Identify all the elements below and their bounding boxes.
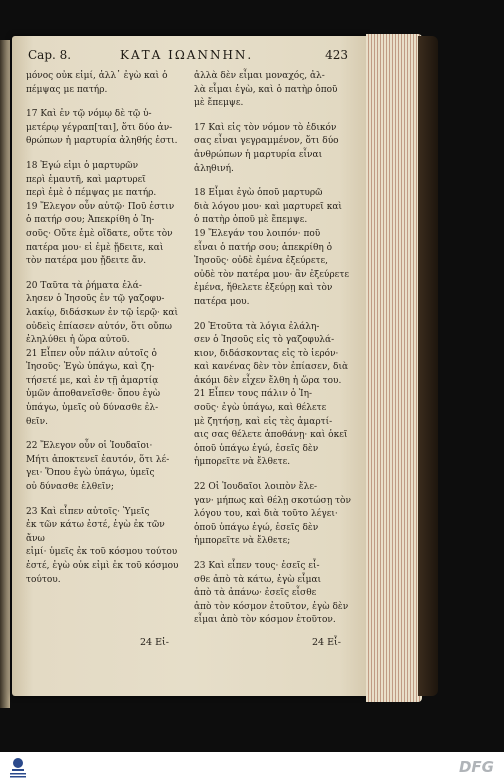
greek-text-line: πατέρα μου· εἰ ἐμὲ ᾔδειτε, καὶ — [26, 242, 164, 253]
greek-text-line: οὐ δύνασθε ἐλθεῖν; — [26, 482, 114, 493]
vernacular-text-line: ἀνθρώπων ἡ μαρτυρία εἶναι — [194, 149, 323, 160]
paragraph-gap — [194, 310, 354, 321]
vernacular-text-line: ἀλλὰ δὲν εἶμαι μοναχός, ἀλ- — [194, 71, 325, 81]
vernacular-text-line: λόγου του, καὶ διὰ τοῦτο λέγει· — [194, 509, 338, 520]
greek-text-line: λακίῳ, διδάσκων ἐν τῷ ἱερῷ· καὶ — [26, 307, 178, 318]
vernacular-text-line: ὁποῦ ὑπάγω ἐγώ, ἐσεῖς δὲν — [194, 522, 319, 533]
paragraph-gap — [194, 549, 354, 560]
vernacular-text-line: 19 Ἔλεγάν του λοιπόν· ποῦ — [194, 228, 321, 239]
paragraph-gap — [26, 97, 184, 108]
vernacular-text-line: διὰ λόγου μου· καὶ μαρτυρεῖ καὶ — [194, 201, 342, 212]
vernacular-text-line: αις σας θέλετε ἀποθάνῃ· καὶ ὁκεῖ — [194, 430, 348, 441]
vernacular-text-line: σοῦς· ἐγὼ ὑπάγω, καὶ θέλετε — [194, 403, 327, 414]
greek-text-line: Μήτι ἀποκτενεῖ ἑαυτόν, ὅτι λέ- — [26, 454, 170, 465]
vernacular-text-line: ἀληθινή. — [194, 163, 234, 174]
ancient-greek-column — [26, 70, 184, 587]
facing-page-edge — [0, 40, 10, 708]
greek-text-line: 21 Εἶπεν οὖν πάλιν αὐτοῖς ὁ — [26, 348, 157, 359]
greek-text-line: πέμψας με πατήρ. — [26, 84, 108, 95]
vernacular-text-line: 17 Καὶ εἰς τὸν νόμον τὸ ἐδικόν — [194, 122, 337, 133]
greek-text-line: τὸν πατέρα μου ᾔδειτε ἄν. — [26, 256, 147, 267]
page-block-edges — [366, 34, 422, 702]
paragraph-gap — [194, 111, 354, 122]
dfg-logo: DFG — [458, 758, 494, 776]
greek-text-line: Ἰησοῦς· Ἐγὼ ὑπάγω, καὶ ζη- — [26, 362, 155, 373]
greek-text-line: 17 Καὶ ἐν τῷ νόμῳ δὲ τῷ ὑ- — [26, 109, 152, 120]
catchword-left: 24 Εἰ- — [140, 637, 169, 648]
greek-text-line: μετέρῳ γέγραπ[ται], ὅτι δύο ἀν- — [26, 122, 173, 133]
greek-text-line: μόνος οὐκ εἰμί, ἀλλ᾽ ἐγὼ καὶ ὁ — [26, 71, 168, 81]
vernacular-text-line: εἶμαι ἀπὸ τὸν κόσμον ἐτοῦτον. — [194, 615, 336, 626]
vernacular-text-line: 21 Εἶπεν τους πάλιν ὁ Ἰη- — [194, 389, 313, 400]
greek-text-line: γει· Ὅπου ἐγὼ ὑπάγω, ὑμεῖς — [26, 468, 155, 479]
greek-text-line: τήσετέ με, καὶ ἐν τῇ ἁμαρτίᾳ — [26, 375, 159, 386]
greek-text-line: περὶ ἐμὲ ὁ πέμψας με πατήρ. — [26, 188, 157, 199]
greek-text-line: 18 Ἐγώ εἰμι ὁ μαρτυρῶν — [26, 160, 139, 171]
paragraph-gap — [26, 269, 184, 280]
vernacular-text-line: μὲ ζητήσῃ, καὶ εἰς τὲς ἁμαρτί- — [194, 416, 333, 427]
chapter-label: Cap. 8. — [28, 48, 72, 62]
vernacular-text-line: εἶναι ὁ πατήρ σου; ἀπεκρίθη ὁ — [194, 242, 333, 253]
vernacular-text-line: ὁ πατὴρ ὁποῦ μὲ ἔπεμψε. — [194, 215, 308, 226]
book-cover — [418, 36, 438, 696]
page-number: 423 — [325, 48, 348, 62]
paragraph-gap — [26, 429, 184, 440]
paragraph-gap — [26, 149, 184, 160]
vernacular-text-line: ὁποῦ ὑπάγω ἐγώ, ἐσεῖς δὲν — [194, 443, 319, 454]
greek-text-line: 19 Ἔλεγον οὖν αὐτῷ· Ποῦ ἐστιν — [26, 201, 175, 212]
greek-text-line: 22 Ἔλεγον οὖν οἱ Ἰουδαῖοι· — [26, 441, 153, 452]
vernacular-text-line: ἀκόμι δὲν εἶχεν ἔλθη ἡ ὥρα του. — [194, 375, 342, 386]
vernacular-text-line: κιον, διδάσκοντας εἰς τὸ ἱερόν· — [194, 348, 339, 359]
vernacular-text-line: σεν ὁ Ἰησοῦς εἰς τὸ γαζοφυλά- — [194, 335, 335, 346]
library-logo-icon — [5, 754, 31, 780]
greek-text-line: ἐληλύθει ἡ ὥρα αὐτοῦ. — [26, 335, 130, 346]
vernacular-text-line: γαν· μήπως καὶ θέλῃ σκοτώσῃ τὸν — [194, 495, 351, 506]
greek-text-line: ὑπάγω, ὑμεῖς οὐ δύνασθε ἐλ- — [26, 403, 159, 414]
catchword-right: 24 Εἶ- — [312, 637, 341, 648]
greek-text-line: 23 Καὶ εἶπεν αὐτοῖς· Ὑμεῖς — [26, 506, 150, 517]
vernacular-text-line: Ἰησοῦς· οὐδὲ ἐμένα ἐξεύρετε, — [194, 256, 329, 267]
greek-text-line: οὐδεὶς ἐπίασεν αὐτόν, ὅτι οὔπω — [26, 321, 172, 332]
greek-text-line: περὶ ἐμαυτῆ, καὶ μαρτυρεῖ — [26, 174, 146, 185]
vernacular-text-line: ἀπὸ τὸν κόσμον ἐτοῦτον, ἐγὼ δὲν — [194, 601, 349, 612]
paragraph-gap — [26, 495, 184, 506]
vernacular-text-line: 22 Οἱ Ἰουδαῖοι λοιπὸν ἔλε- — [194, 482, 318, 493]
greek-text-line: ἐστέ, ἐγὼ οὐκ εἰμὶ ἐκ τοῦ κόσμου — [26, 561, 179, 571]
vernacular-text-line: λὰ εἶμαι ἐγὼ, καὶ ὁ πατὴρ ὁποῦ — [194, 84, 338, 95]
vernacular-text-line: καὶ κανένας δὲν τὸν ἐπίασεν, διὰ — [194, 362, 349, 373]
vernacular-text-line: σθε ἀπὸ τὰ κάτω, ἐγὼ εἶμαι — [194, 574, 322, 585]
paragraph-gap — [194, 470, 354, 481]
vernacular-text-line: 20 Ἐτοῦτα τὰ λόγια ἐλάλη- — [194, 321, 320, 332]
viewer-footer — [0, 752, 504, 782]
greek-text-line: θεῖν. — [26, 416, 48, 427]
vernacular-text-line: ἐμένα, ἤθελετε ἐξεύρῃ καὶ τὸν — [194, 283, 333, 294]
greek-text-line: θρώπων ἡ μαρτυρία ἀληθής ἐστι. — [26, 136, 178, 147]
greek-text-line: 20 Ταῦτα τὰ ῥήματα ἐλά- — [26, 280, 142, 291]
vernacular-text-line: σας εἶναι γεγραμμένον, ὅτι δύο — [194, 136, 339, 147]
greek-text-line: τούτου. — [26, 574, 61, 585]
greek-text-line: ἐκ τῶν κάτω ἐστέ, ἐγὼ ἐκ τῶν ἄνω — [26, 520, 165, 544]
running-header — [28, 48, 348, 66]
paragraph-gap — [194, 176, 354, 187]
book-title: ΚΑΤΑ ΙΩΑΝΝΗΝ. — [120, 48, 254, 62]
vernacular-text-line: οὐδὲ τὸν πατέρα μου· ἂν ἐξεύρετε — [194, 269, 349, 280]
greek-text-line: σοῦς· Οὔτε ἐμὲ οἴδατε, οὔτε τὸν — [26, 228, 173, 239]
vernacular-text-line: 18 Εἶμαι ἐγὼ ὁποῦ μαρτυρῶ — [194, 188, 323, 199]
vernacular-greek-column — [194, 70, 354, 628]
vernacular-text-line: πατέρα μου. — [194, 296, 250, 307]
vernacular-text-line: μὲ ἔπεμψε. — [194, 98, 244, 109]
vernacular-text-line: 23 Καὶ εἶπεν τους· ἐσεῖς εἶ- — [194, 561, 320, 571]
vernacular-text-line: ἠμπορεῖτε νὰ ἔλθετε. — [194, 457, 291, 468]
vernacular-text-line: ἠμπορεῖτε νὰ ἔλθετε; — [194, 536, 291, 547]
greek-text-line: ὁ πατήρ σου; Ἀπεκρίθη ὁ Ἰη- — [26, 215, 155, 226]
greek-text-line: εἰμί· ὑμεῖς ἐκ τοῦ κόσμου τούτου — [26, 547, 178, 558]
greek-text-line: λησεν ὁ Ἰησοῦς ἐν τῷ γαζοφυ- — [26, 294, 165, 305]
vernacular-text-line: ἀπὸ τὰ ἀπάνω· ἐσεῖς εἶσθε — [194, 588, 317, 599]
greek-text-line: ὑμῶν ἀποθανεῖσθε· ὅπου ἐγὼ — [26, 389, 161, 400]
